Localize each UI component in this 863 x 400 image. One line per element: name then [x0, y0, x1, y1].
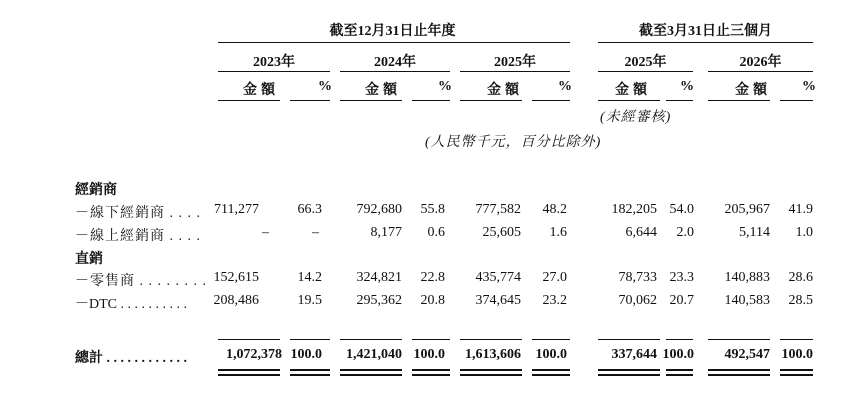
group-header-year: 截至12月31日止年度 [329, 24, 456, 39]
cell-pct: 28.5 [788, 293, 813, 308]
cell-pct: 20.8 [420, 293, 445, 308]
total-double-rule [708, 374, 770, 376]
total-double-rule [780, 374, 813, 376]
total-double-rule [340, 374, 402, 376]
total-pct: 100.0 [290, 347, 322, 362]
cell-pct: – [312, 225, 319, 240]
pct-header: % [438, 79, 452, 94]
cell-pct: 54.0 [669, 202, 694, 217]
cell-amount: 208,486 [213, 293, 259, 308]
pct-header: % [558, 79, 572, 94]
total-double-rule [666, 374, 693, 376]
cell-amount: 6,644 [625, 225, 657, 240]
cell-amount: 140,583 [724, 293, 770, 308]
pct-rule [290, 100, 330, 101]
subtotal-rule [532, 339, 570, 340]
amount-rule [460, 100, 522, 101]
total-double-rule [218, 374, 280, 376]
cell-amount: – [262, 225, 269, 240]
total-double-rule [290, 369, 330, 371]
cell-pct: 28.6 [788, 270, 813, 285]
total-pct: 100.0 [662, 347, 694, 362]
cell-amount: 711,277 [214, 202, 259, 217]
total-amount: 1,421,040 [346, 347, 402, 362]
group-header-quarter-rule [598, 42, 813, 43]
cell-pct: 23.2 [542, 293, 567, 308]
amount-header: 金額 [487, 83, 523, 98]
cell-pct: 66.3 [297, 202, 322, 217]
cell-pct: 55.8 [420, 202, 445, 217]
pct-rule [780, 100, 813, 101]
cell-amount: 205,967 [724, 202, 770, 217]
total-double-rule [598, 369, 660, 371]
cell-amount: 792,680 [356, 202, 402, 217]
subtotal-rule [780, 339, 813, 340]
cell-amount: 5,114 [739, 225, 770, 240]
amount-rule [218, 100, 280, 101]
period-rule [708, 71, 813, 72]
amount-header: 金額 [365, 83, 401, 98]
amount-rule [340, 100, 402, 101]
pct-header: % [802, 79, 816, 94]
cell-amount: 182,205 [611, 202, 657, 217]
subtotal-rule [708, 339, 770, 340]
cell-amount: 295,362 [356, 293, 402, 308]
amount-header: 金額 [243, 83, 279, 98]
cell-pct: 14.2 [297, 270, 322, 285]
subtotal-rule [218, 339, 280, 340]
subtotal-rule [412, 339, 450, 340]
cell-amount: 78,733 [618, 270, 657, 285]
period-rule [598, 71, 693, 72]
total-amount: 492,547 [724, 347, 770, 362]
cell-pct: 0.6 [427, 225, 445, 240]
cell-amount: 374,645 [475, 293, 521, 308]
row-label-online-distributor: －線上經銷商 . . . . [75, 229, 201, 244]
period-rule [340, 71, 450, 72]
cell-amount: 8,177 [370, 225, 402, 240]
subtotal-rule [598, 339, 660, 340]
cell-amount: 777,582 [475, 202, 521, 217]
cell-amount: 70,062 [618, 293, 657, 308]
total-double-rule [666, 369, 693, 371]
total-double-rule [218, 369, 280, 371]
total-double-rule [598, 374, 660, 376]
subtotal-rule [290, 339, 330, 340]
period-header-2025-q: 2025年 [624, 55, 667, 70]
amount-header: 金額 [735, 83, 771, 98]
cell-pct: 1.0 [795, 225, 813, 240]
total-pct: 100.0 [413, 347, 445, 362]
total-double-rule [340, 369, 402, 371]
total-double-rule [412, 374, 450, 376]
cell-pct: 20.7 [669, 293, 694, 308]
cell-pct: 23.3 [669, 270, 694, 285]
pct-rule [666, 100, 693, 101]
total-double-rule [460, 374, 522, 376]
period-rule [218, 71, 330, 72]
cell-amount: 140,883 [724, 270, 770, 285]
unaudited-note: (未經審核) [600, 110, 672, 125]
cell-pct: 41.9 [788, 202, 813, 217]
total-double-rule [780, 369, 813, 371]
pct-header: % [318, 79, 332, 94]
row-label-total: 總計 . . . . . . . . . . . . [75, 351, 187, 366]
cell-amount: 25,605 [482, 225, 521, 240]
section-direct: 直銷 [75, 252, 103, 267]
subtotal-rule [340, 339, 402, 340]
pct-header: % [680, 79, 694, 94]
total-double-rule [532, 369, 570, 371]
total-double-rule [460, 369, 522, 371]
total-double-rule [708, 369, 770, 371]
period-header-2023: 2023年 [253, 55, 295, 70]
total-double-rule [412, 369, 450, 371]
subtotal-rule [460, 339, 522, 340]
cell-pct: 22.8 [420, 270, 445, 285]
row-label-dtc: －DTC . . . . . . . . . . [75, 297, 187, 312]
cell-pct: 1.6 [549, 225, 567, 240]
cell-pct: 48.2 [542, 202, 567, 217]
cell-amount: 435,774 [475, 270, 521, 285]
cell-pct: 19.5 [297, 293, 322, 308]
total-double-rule [290, 374, 330, 376]
total-amount: 337,644 [611, 347, 657, 362]
total-amount: 1,613,606 [465, 347, 521, 362]
group-header-year-rule [218, 42, 570, 43]
period-header-2025: 2025年 [494, 55, 536, 70]
unit-note: (人民幣千元，百分比除外) [425, 135, 602, 150]
total-pct: 100.0 [535, 347, 567, 362]
row-label-retailer: －零售商 . . . . . . . . [75, 274, 207, 289]
pct-rule [412, 100, 450, 101]
period-header-2024: 2024年 [374, 55, 416, 70]
amount-rule [598, 100, 660, 101]
subtotal-rule [666, 339, 693, 340]
group-header-quarter: 截至3月31日止三個月 [639, 24, 772, 39]
period-header-2026-q: 2026年 [739, 55, 782, 70]
cell-pct: 2.0 [676, 225, 694, 240]
row-label-offline-distributor: －線下經銷商 . . . . [75, 206, 201, 221]
cell-amount: 152,615 [213, 270, 259, 285]
pct-rule [532, 100, 570, 101]
total-double-rule [532, 374, 570, 376]
section-distributor: 經銷商 [75, 183, 117, 198]
total-amount: 1,072,378 [226, 347, 282, 362]
cell-pct: 27.0 [542, 270, 567, 285]
cell-amount: 324,821 [356, 270, 402, 285]
total-pct: 100.0 [781, 347, 813, 362]
period-rule [460, 71, 570, 72]
amount-header: 金額 [615, 83, 651, 98]
amount-rule [708, 100, 770, 101]
